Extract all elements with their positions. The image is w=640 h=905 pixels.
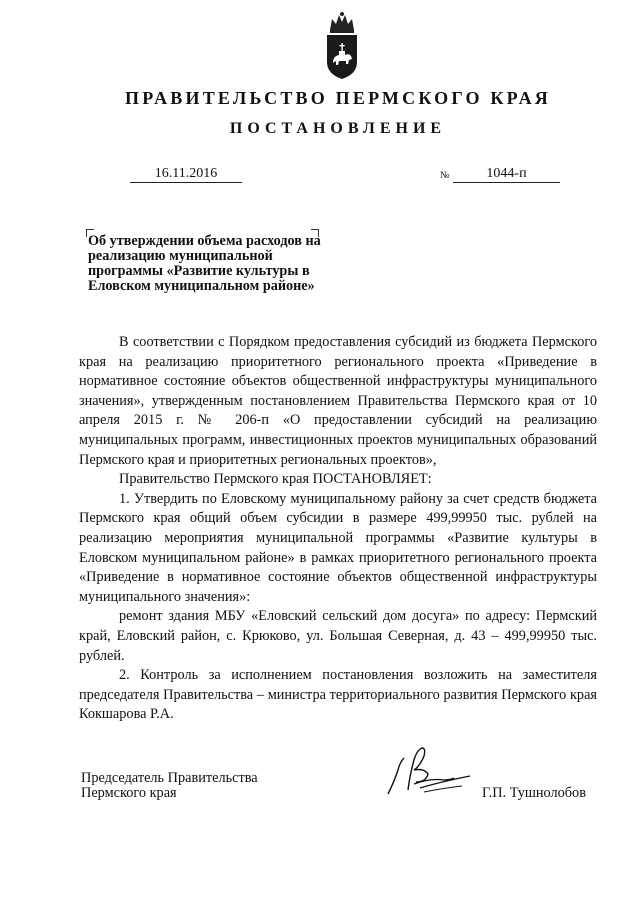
document-type: ПОСТАНОВЛЕНИЕ <box>229 120 447 137</box>
signer-position-line: Пермского края <box>81 785 177 801</box>
number-prefix: № <box>440 170 450 181</box>
document-date: 16.11.2016 <box>130 166 242 183</box>
signer-position <box>81 771 258 801</box>
document-number: 1044-п <box>453 166 560 183</box>
document-body <box>79 333 597 725</box>
signer-name: Г.П. Тушнолобов <box>482 785 586 801</box>
body-paragraph: 2. Контроль за исполнением постановления возложить на заместителя председателя Правительства – министра территориального развития Пермского края Кокшарова Р.А. <box>79 667 597 723</box>
government-title: ПРАВИТЕЛЬСТВО ПЕРМСКОГО КРАЯ <box>125 88 551 108</box>
coat-of-arms-icon <box>324 10 360 80</box>
signer-position-line: Председатель Правительства <box>81 770 258 786</box>
handwritten-signature-icon <box>384 744 476 802</box>
body-paragraph: 1. Утвердить по Еловскому муниципальному району за счет средств бюджета Пермского края общий объем субсидии в размере 499,99950 тыс. рублей на реализацию мероприятия муниципальной программы «Развитие культуры в Еловском муниципальном районе» в рамках приоритетного регионального проекта «Приведение в нормативное состояние объектов общественной инфраструктуры муниципального значения»: <box>79 490 597 605</box>
body-paragraph: В соответствии с Порядком предоставления субсидий из бюджета Пермского края на реализацию приоритетного регионального проекта «Приведение в нормативное состояние объектов общественной инфраструктуры муниципального значения», утвержденным постановлением Правительства Пермского края от 10 апреля 2015 г. № 206-п «О предоставлении субсидий на реализацию муниципальных программ, инвестиционных проектов муниципальных образований Пермского края и приоритетных региональных проектов», <box>79 334 597 468</box>
document-subject: Об утверждении объема расходов на реализацию муниципальной программы «Развитие культуры в Еловском муниципальном районе» <box>88 233 321 294</box>
body-paragraph: Правительство Пермского края ПОСТАНОВЛЯЕТ: <box>119 471 432 488</box>
body-paragraph: ремонт здания МБУ «Еловский сельский дом досуга» по адресу: Пермский край, Еловский район, с. Крюково, ул. Большая Северная, д. 43 – 499,99950 тыс. рублей. <box>79 608 597 664</box>
